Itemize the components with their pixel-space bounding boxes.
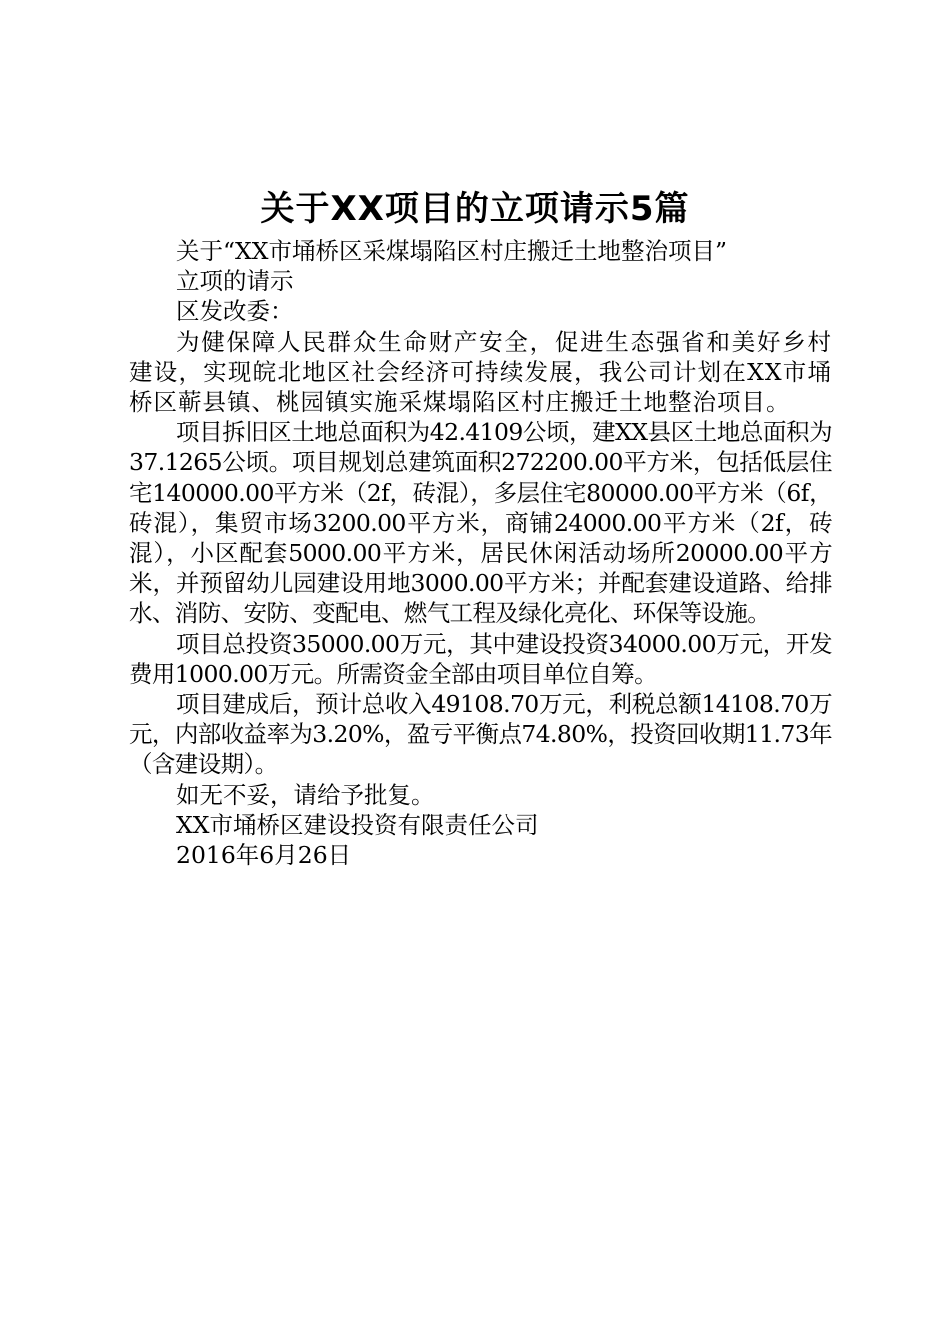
paragraph-investment: 项目总投资35000.00万元，其中建设投资34000.00万元，开发费用1000.00万元。所需资金全部由项目单位自筹。 (129, 629, 832, 688)
closing-request: 如无不妥，请给予批复。 (176, 780, 435, 809)
document-body (129, 236, 832, 870)
paragraph-purpose: 为健保障人民群众生命财产安全，促进生态强省和美好乡村建设，实现皖北地区社会经济可持续发展，我公司计划在XX市埇桥区蕲县镇、桃园镇实施采煤塌陷区村庄搬迁土地整治项目。 (129, 327, 832, 417)
paragraph-project-scale: 项目拆旧区土地总面积为42.4109公顷，建XX县区土地总面积为37.1265公顷。项目规划总建筑面积272200.00平方米，包括低层住宅140000.00平方米（2f，砖混），多层住宅80000.00平方米（6f，砖混），集贸市场3200.00平方米，商铺24000.00平方米（2f，砖混），小区配套5000.00平方米，居民休闲活动场所20000.00平方米，并预留幼儿园建设用地3000.00平方米；并配套建设道路、给排水、消防、安防、变配电、燃气工程及绿化亮化、环保等设施。 (129, 418, 832, 628)
paragraph-returns: 项目建成后，预计总收入49108.70万元，利税总额14108.70万元，内部收益率为3.20%，盈亏平衡点74.80%，投资回收期11.73年（含建设期）。 (129, 690, 832, 779)
document-date: 2016年6月26日 (176, 841, 352, 870)
recipient: 区发改委： (176, 297, 294, 326)
sender-organization: XX市埇桥区建设投资有限责任公司 (176, 810, 539, 839)
document-title: 关于XX项目的立项请示5篇 (260, 189, 690, 229)
subject-line: 关于“XX市埇桥区采煤塌陷区村庄搬迁土地整治项目” (176, 237, 727, 265)
subject-line-continued: 立项的请示 (176, 267, 294, 296)
